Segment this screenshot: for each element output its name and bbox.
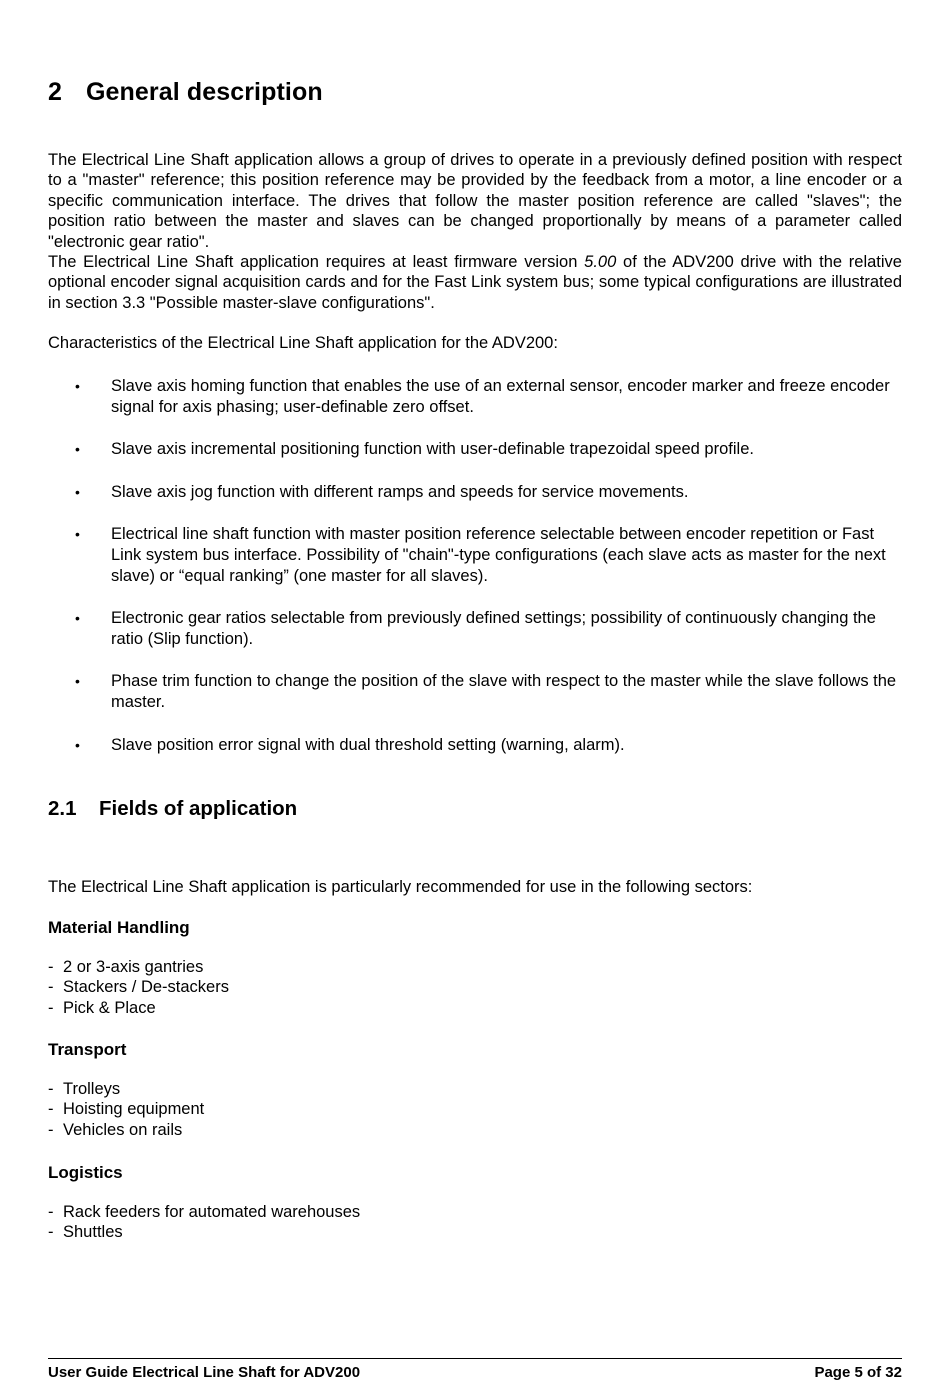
list-item [48, 1120, 902, 1140]
list-item-text: Vehicles on rails [63, 1120, 183, 1139]
list-item-text: Shuttles [63, 1223, 123, 1242]
intro-p2-after: of the ADV200 drive with the relative optional encoder signal acquisition cards and for the Fast Link system bus; some typical configurations are illustrated in section 3.3 "Possible master-slave configurations". [48, 253, 902, 312]
sector-title: Transport [48, 1040, 127, 1059]
list-item [48, 998, 902, 1018]
list-item [48, 524, 902, 586]
list-item [48, 957, 902, 977]
dash-icon: - [48, 1120, 54, 1139]
bullet-icon: • [75, 736, 80, 753]
footer-document-title: User Guide Electrical Line Shaft for ADV200 [48, 1364, 361, 1381]
sector-logistics [48, 1163, 902, 1243]
sector-list [48, 957, 902, 1018]
intro-paragraph-1: The Electrical Line Shaft application allows a group of drives to operate in a previously defined position with respect to a "master" reference; this position reference may be provided by the feedback from a motor, a line encoder or a specific communication interface. The drives that follow the master position reference are called "slaves"; the position ratio between the master and slaves can be changed proportionally by means of a parameter called "electronic gear ratio". [48, 151, 902, 251]
list-item-text: Electronic gear ratios selectable from previously defined settings; possibility of continuously changing the ratio (Slip function). [111, 609, 876, 648]
footer-divider [48, 1358, 902, 1359]
list-item-text: Hoisting equipment [63, 1100, 205, 1119]
list-item-text: Phase trim function to change the position of the slave with respect to the master while the slave follows the master. [111, 672, 897, 711]
subsection-title: Fields of application [99, 797, 298, 820]
list-item-text: Slave axis incremental positioning function with user-definable trapezoidal speed profile. [111, 440, 754, 459]
sector-title: Material Handling [48, 918, 190, 937]
characteristics-intro: Characteristics of the Electrical Line Shaft application for the ADV200: [48, 334, 558, 352]
list-item-text: Trolleys [63, 1080, 121, 1098]
sector-transport [48, 1040, 902, 1140]
sectors-intro: The Electrical Line Shaft application is particularly recommended for use in the following sectors: [48, 878, 753, 896]
list-item [48, 376, 902, 417]
list-item [48, 1079, 902, 1099]
dash-icon: - [48, 1203, 54, 1221]
list-item-text: Electrical line shaft function with master position reference selectable between encoder repetition or Fast Link system bus interface. Possibility of "chain"-type configurations (each slave acts as master for the next slave) or “equal ranking” (one master for all slaves). [111, 525, 886, 585]
list-item-text: Pick & Place [63, 998, 156, 1017]
dash-icon: - [48, 958, 54, 976]
dash-icon: - [48, 1080, 54, 1098]
sector-title: Logistics [48, 1163, 123, 1182]
characteristics-list [48, 376, 902, 777]
list-item [48, 1202, 902, 1222]
bullet-icon: • [75, 610, 80, 627]
list-item [48, 482, 902, 503]
section-title: General description [86, 78, 323, 106]
intro-paragraph-2 [48, 252, 902, 313]
bullet-icon: • [75, 526, 80, 543]
list-item-text: Stackers / De-stackers [63, 978, 229, 997]
footer-page-number: Page 5 of 32 [814, 1364, 902, 1381]
dash-icon: - [48, 978, 54, 997]
list-item-text: Rack feeders for automated warehouses [63, 1203, 361, 1221]
list-item [48, 671, 902, 712]
list-item [48, 608, 902, 649]
dash-icon: - [48, 1100, 54, 1119]
subsection-number: 2.1 [48, 797, 77, 820]
dash-icon: - [48, 998, 54, 1017]
bullet-icon: • [75, 441, 80, 458]
list-item [48, 977, 902, 997]
section-heading [48, 78, 323, 107]
firmware-version: 5.00 [584, 253, 617, 272]
intro-block [48, 150, 902, 313]
list-item [48, 735, 902, 756]
bullet-icon: • [75, 378, 80, 394]
subsection-heading [48, 797, 297, 821]
list-item [48, 1099, 902, 1119]
sector-material-handling [48, 918, 902, 1018]
list-item [48, 1222, 902, 1242]
list-item [48, 439, 902, 460]
bullet-icon: • [75, 673, 80, 690]
intro-p2-before: The Electrical Line Shaft application requires at least firmware version [48, 253, 585, 272]
sector-list [48, 1079, 902, 1140]
list-item-text: Slave position error signal with dual threshold setting (warning, alarm). [111, 735, 625, 754]
dash-icon: - [48, 1223, 54, 1242]
bullet-icon: • [75, 483, 80, 500]
list-item-text: Slave axis jog function with different ramps and speeds for service movements. [111, 482, 689, 501]
section-number: 2 [48, 78, 63, 106]
sector-list [48, 1202, 902, 1243]
list-item-text: 2 or 3-axis gantries [63, 958, 204, 976]
list-item-text: Slave axis homing function that enables the use of an external sensor, encoder marker and freeze encoder signal for axis phasing; user-definable zero offset. [111, 377, 890, 416]
